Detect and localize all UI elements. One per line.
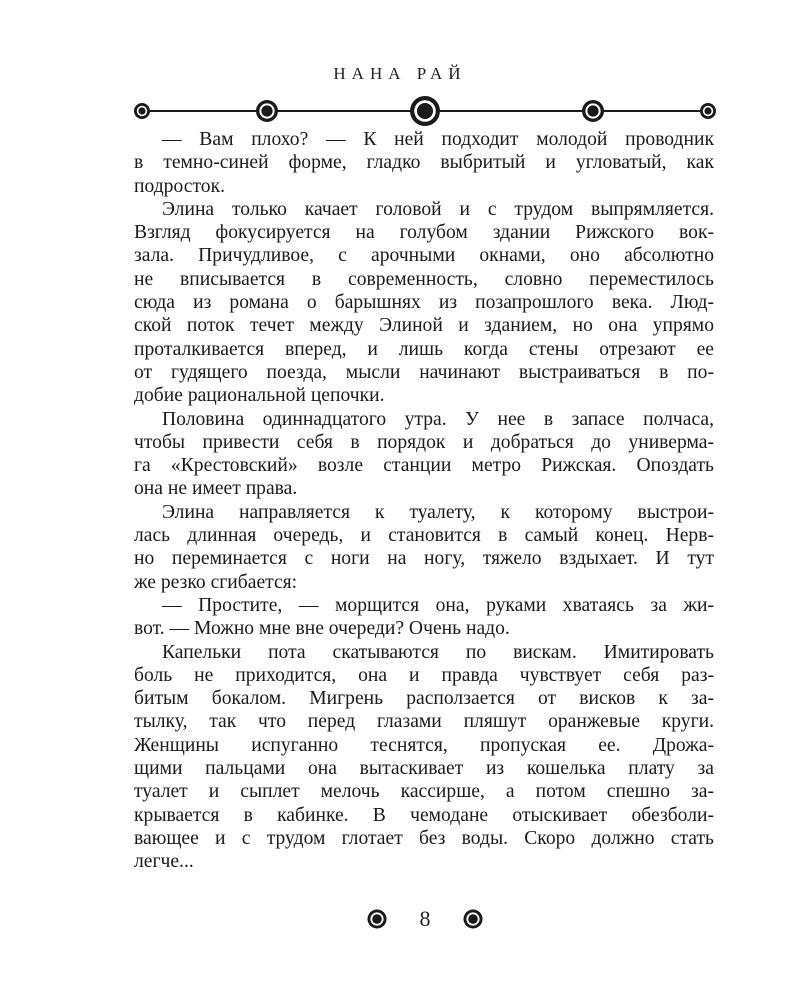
text-line: не вписывается в современность, словно переместилось — [134, 268, 714, 290]
text-line: Половина одиннадцатого утра. У нее в запасе полчаса, — [162, 408, 714, 430]
text-line: проталкивается вперед, и лишь когда стены отрезают ее — [134, 338, 714, 360]
text-line: от гудящего поезда, мысли начинают выстраиваться в по- — [134, 361, 714, 383]
text-line: вающее и с трудом глотает без воды. Скоро должно стать — [134, 827, 714, 849]
page-number: 8 — [419, 906, 431, 931]
running-head-author: НАНА РАЙ — [333, 64, 467, 83]
text-line: чтобы привести себя в порядок и добраться до универма- — [134, 431, 714, 453]
text-line: в темно-синей форме, гладко выбритый и угловатый, как — [134, 152, 714, 174]
text-line: легче... — [134, 851, 194, 873]
text-line: туалет и сыплет мелочь кассирше, а потом спешно за- — [134, 781, 714, 803]
text-line: добие рациональной цепочки. — [134, 385, 385, 407]
ornament-dot-mid-left — [256, 100, 278, 122]
ornament-dot-left — [134, 103, 150, 119]
text-line: ской поток течет между Элиной и зданием, но она упрямо — [134, 315, 714, 337]
text-line: вот. — Можно мне вне очереди? Очень надо. — [134, 618, 510, 640]
text-line: Женщины испуганно теснятся, пропуская ее. Дрожа- — [134, 734, 714, 756]
text-line: тылку, так что перед глазами пляшут оранжевые круги. — [134, 711, 714, 733]
text-line: подросток. — [134, 175, 225, 197]
ornament-dot-center — [410, 96, 440, 126]
text-line: но переминается с ноги на ногу, тяжело вздыхает. И тут — [134, 548, 714, 570]
text-line: Элина только качает головой и с трудом выпрямляется. — [162, 198, 714, 220]
ornament-dot-mid-right — [582, 100, 604, 122]
text-line: же резко сгибается: — [134, 571, 298, 593]
text-line: — Простите, — морщится она, руками хватаясь за жи- — [162, 594, 714, 616]
ornament-dot-right — [700, 103, 716, 119]
text-line: сюда из романа о барышнях из позапрошлого века. Люд- — [134, 292, 714, 314]
header-ornament — [130, 96, 720, 126]
text-line: битым бокалом. Мигрень расползается от висков к за- — [134, 688, 714, 710]
body-text — [134, 128, 714, 874]
text-line: лась длинная очередь, и становится в самый конец. Нерв- — [134, 525, 714, 547]
text-line: Элина направляется к туалету, к которому выстрои- — [162, 501, 714, 523]
text-line: крывается в кабинке. В чемодане отыскивает обезболи- — [134, 804, 714, 826]
text-line: га «Крестовский» возле станции метро Рижская. Опоздать — [134, 455, 714, 477]
text-line: щими пальцами она вытаскивает из кошелька плату за — [134, 758, 714, 780]
text-line: Капельки пота скатываются по вискам. Имитировать — [162, 641, 714, 663]
text-line: боль не приходится, она и правда чувствует себя раз- — [134, 664, 714, 686]
page-footer — [0, 905, 800, 935]
text-line: — Вам плохо? — К ней подходит молодой проводник — [162, 129, 714, 150]
folio-dot-right — [462, 908, 484, 930]
text-line: Взгляд фокусируется на голубом здании Рижского вок- — [134, 222, 714, 244]
text-line: она не имеет права. — [134, 478, 298, 500]
folio-dot-left — [366, 908, 388, 930]
text-line: зала. Причудливое, с арочными окнами, оно абсолютно — [134, 245, 714, 267]
